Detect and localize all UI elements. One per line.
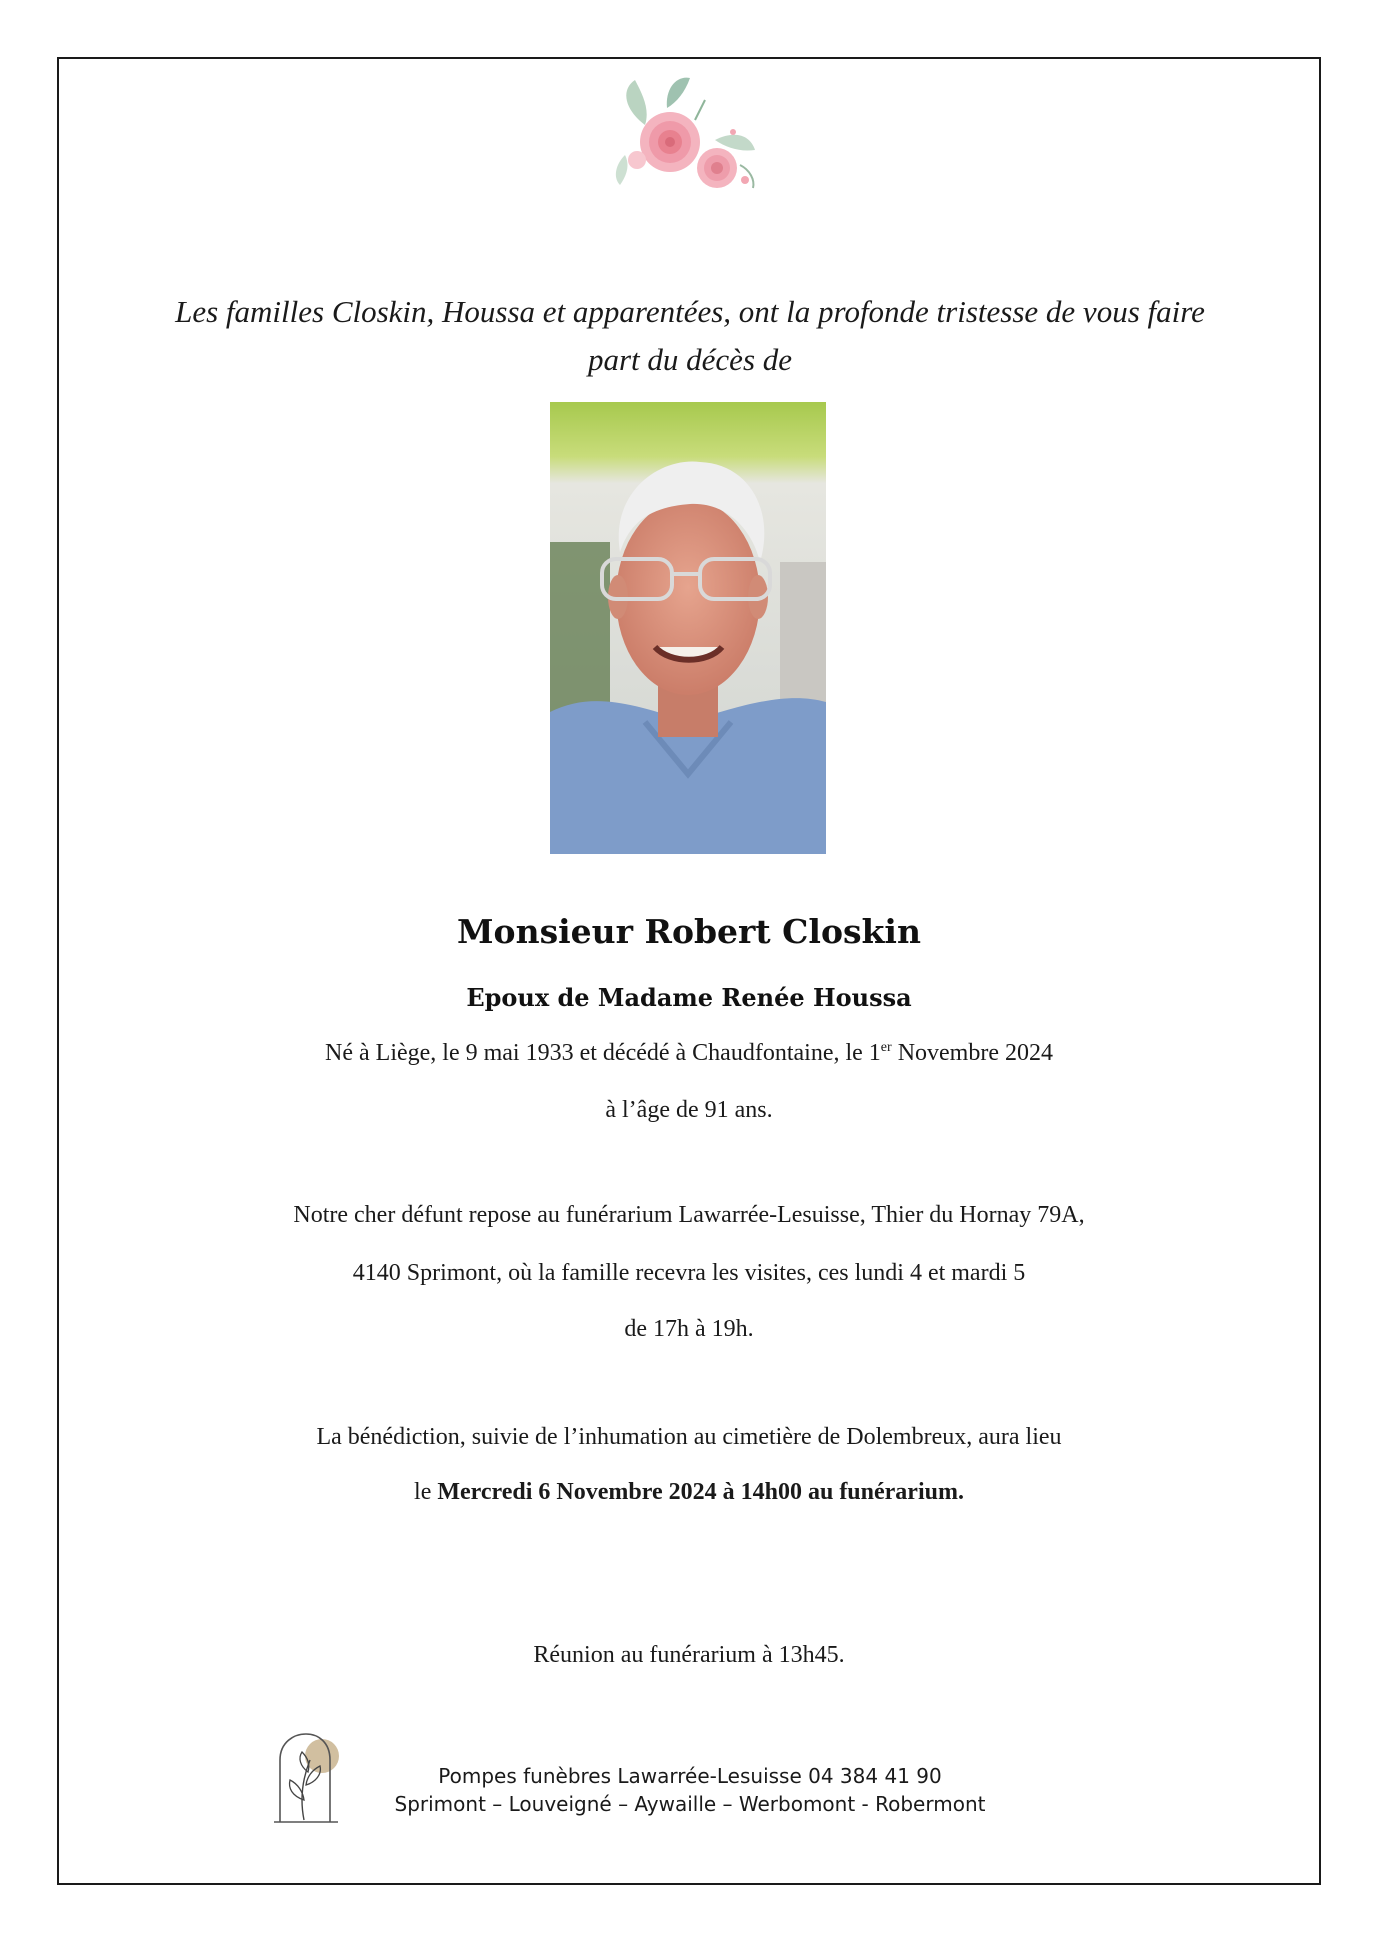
portrait-photo (550, 402, 826, 854)
footer-locations: Sprimont – Louveigné – Aywaille – Werbomont - Robermont (394, 1792, 986, 1816)
intro-line-2: part du décès de (587, 342, 793, 377)
ceremony-date-time: Mercredi 6 Novembre 2024 à 14h00 au funérarium. (437, 1479, 964, 1505)
footer-funeral-home: Pompes funèbres Lawarrée-Lesuisse 04 384 41 90 (438, 1764, 942, 1788)
ordinal-suffix: er (880, 1040, 892, 1055)
meeting-line: Réunion au funérarium à 13h45. (533, 1642, 845, 1668)
ceremony-prefix: le (414, 1479, 438, 1505)
spouse-line: Epoux de Madame Renée Houssa (466, 983, 912, 1012)
deceased-name: Monsieur Robert Closkin (457, 912, 921, 951)
death-month-year: Novembre 2024 (891, 1040, 1053, 1066)
ceremony-line-1: La bénédiction, suivie de l’inhumation au cimetière de Dolembreux, aura lieu (316, 1424, 1062, 1450)
age-line: à l’âge de 91 ans. (605, 1097, 773, 1123)
announcement-intro (120, 288, 1260, 384)
visitation-line-1: Notre cher défunt repose au funérarium Lawarrée-Lesuisse, Thier du Hornay 79A, (293, 1202, 1085, 1228)
visitation-line-3: de 17h à 19h. (624, 1316, 754, 1342)
ceremony-line-2 (0, 1479, 1378, 1506)
intro-line-1: Les familles Closkin, Houssa et apparentées, ont la profonde tristesse de vous faire (175, 294, 1205, 329)
birth-death-line (0, 1040, 1378, 1067)
rose-ornament-icon (605, 70, 765, 195)
visitation-line-2: 4140 Sprimont, où la famille recevra les visites, ces lundi 4 et mardi 5 (352, 1260, 1026, 1286)
birth-death-text: Né à Liège, le 9 mai 1933 et décédé à Chaudfontaine, le 1 (325, 1040, 881, 1066)
